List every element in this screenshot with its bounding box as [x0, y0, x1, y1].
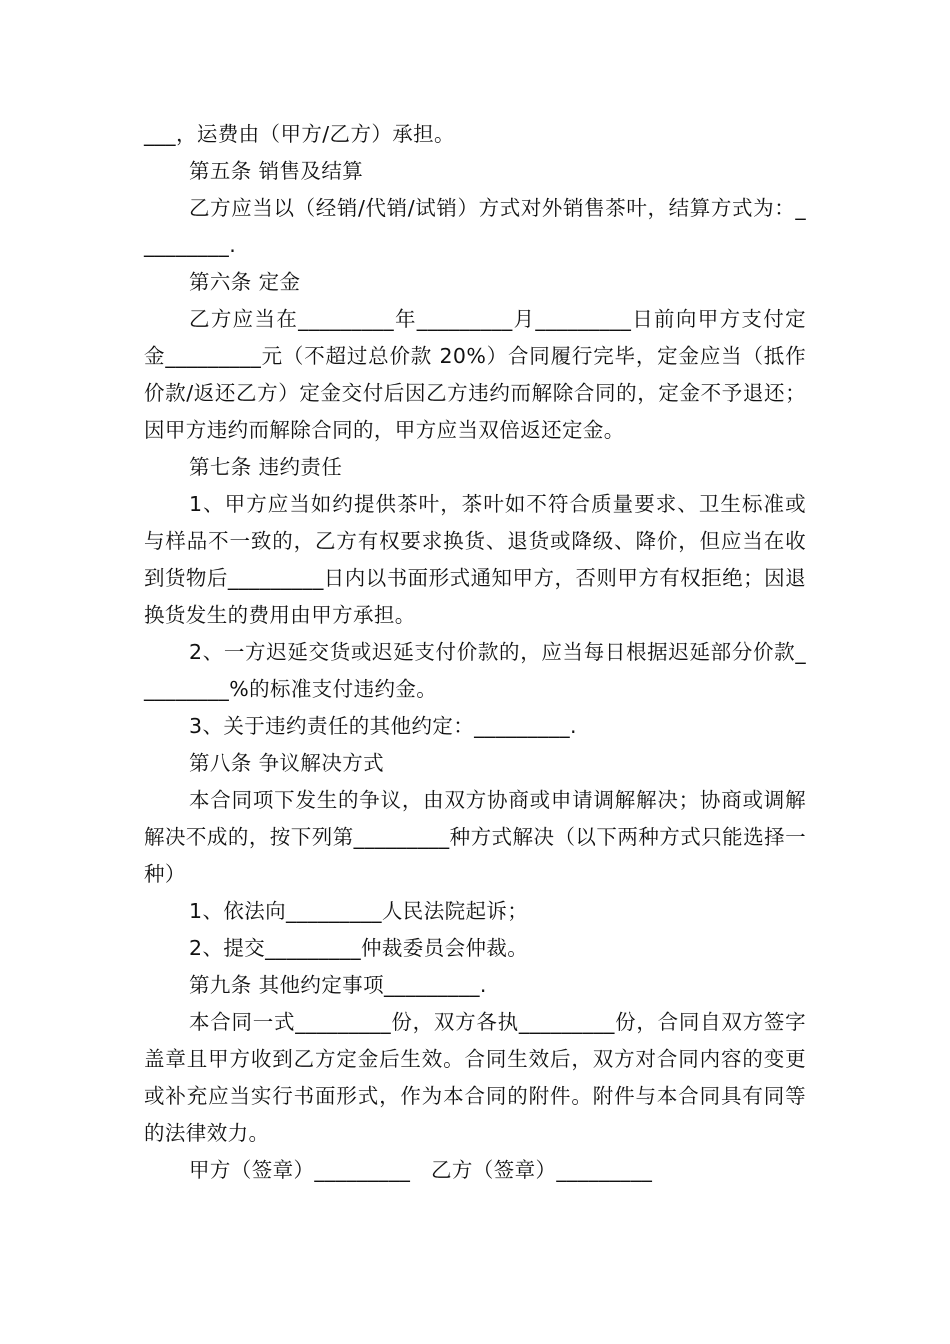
- article-7-heading: 第七条 违约责任: [189, 455, 343, 479]
- article-8-body: 本合同项下发生的争议，由双方协商或申请调解解决；协商或调解解决不成的，按下列第_________种方式解决（以下两种方式只能选择一种）: [144, 788, 806, 886]
- article-5-heading: 第五条 销售及结算: [189, 159, 364, 183]
- article-8-option-2: 2、提交_________仲裁委员会仲裁。: [189, 936, 529, 960]
- article-6-body: 乙方应当在_________年_________月_________日前向甲方支付定金_________元（不超过总价款 20%）合同履行完毕，定金应当（抵作价款/返还乙方）定金交付后因乙方违约而解除合同的，定金不予退还；因甲方违约而解除合同的，甲方应当双倍返还定金。: [144, 307, 806, 442]
- signature-line: 甲方（签章）_________ 乙方（签章）_________: [189, 1158, 653, 1182]
- contract-copies-clause: 本合同一式_________份，双方各执_________份，合同自双方签字盖章且甲方收到乙方定金后生效。合同生效后，双方对合同内容的变更或补充应当实行书面形式，作为本合同的附件。附件与本合同具有同等的法律效力。: [144, 1010, 806, 1145]
- contract-text: [144, 116, 806, 1189]
- article-9-heading: 第九条 其他约定事项_________.: [189, 973, 487, 997]
- article-7-item-2: 2、一方迟延交货或迟延支付价款的，应当每日根据迟延部分价款_________%的标准支付违约金。: [144, 640, 806, 701]
- article-8-heading: 第八条 争议解决方式: [189, 751, 385, 775]
- article-7-item-3: 3、关于违约责任的其他约定：_________.: [189, 714, 577, 738]
- article-6-heading: 第六条 定金: [189, 270, 301, 294]
- freight-clause-tail: ___，运费由（甲方/乙方）承担。: [144, 122, 455, 146]
- article-7-item-1: 1、甲方应当如约提供茶叶，茶叶如不符合质量要求、卫生标准或与样品不一致的，乙方有权要求换货、退货或降级、降价，但应当在收到货物后_________日内以书面形式通知甲方，否则甲方有权拒绝；因退换货发生的费用由甲方承担。: [144, 492, 806, 627]
- article-5-body: 乙方应当以（经销/代销/试销）方式对外销售茶叶，结算方式为：_________.: [144, 196, 806, 257]
- article-8-option-1: 1、依法向_________人民法院起诉；: [189, 899, 529, 923]
